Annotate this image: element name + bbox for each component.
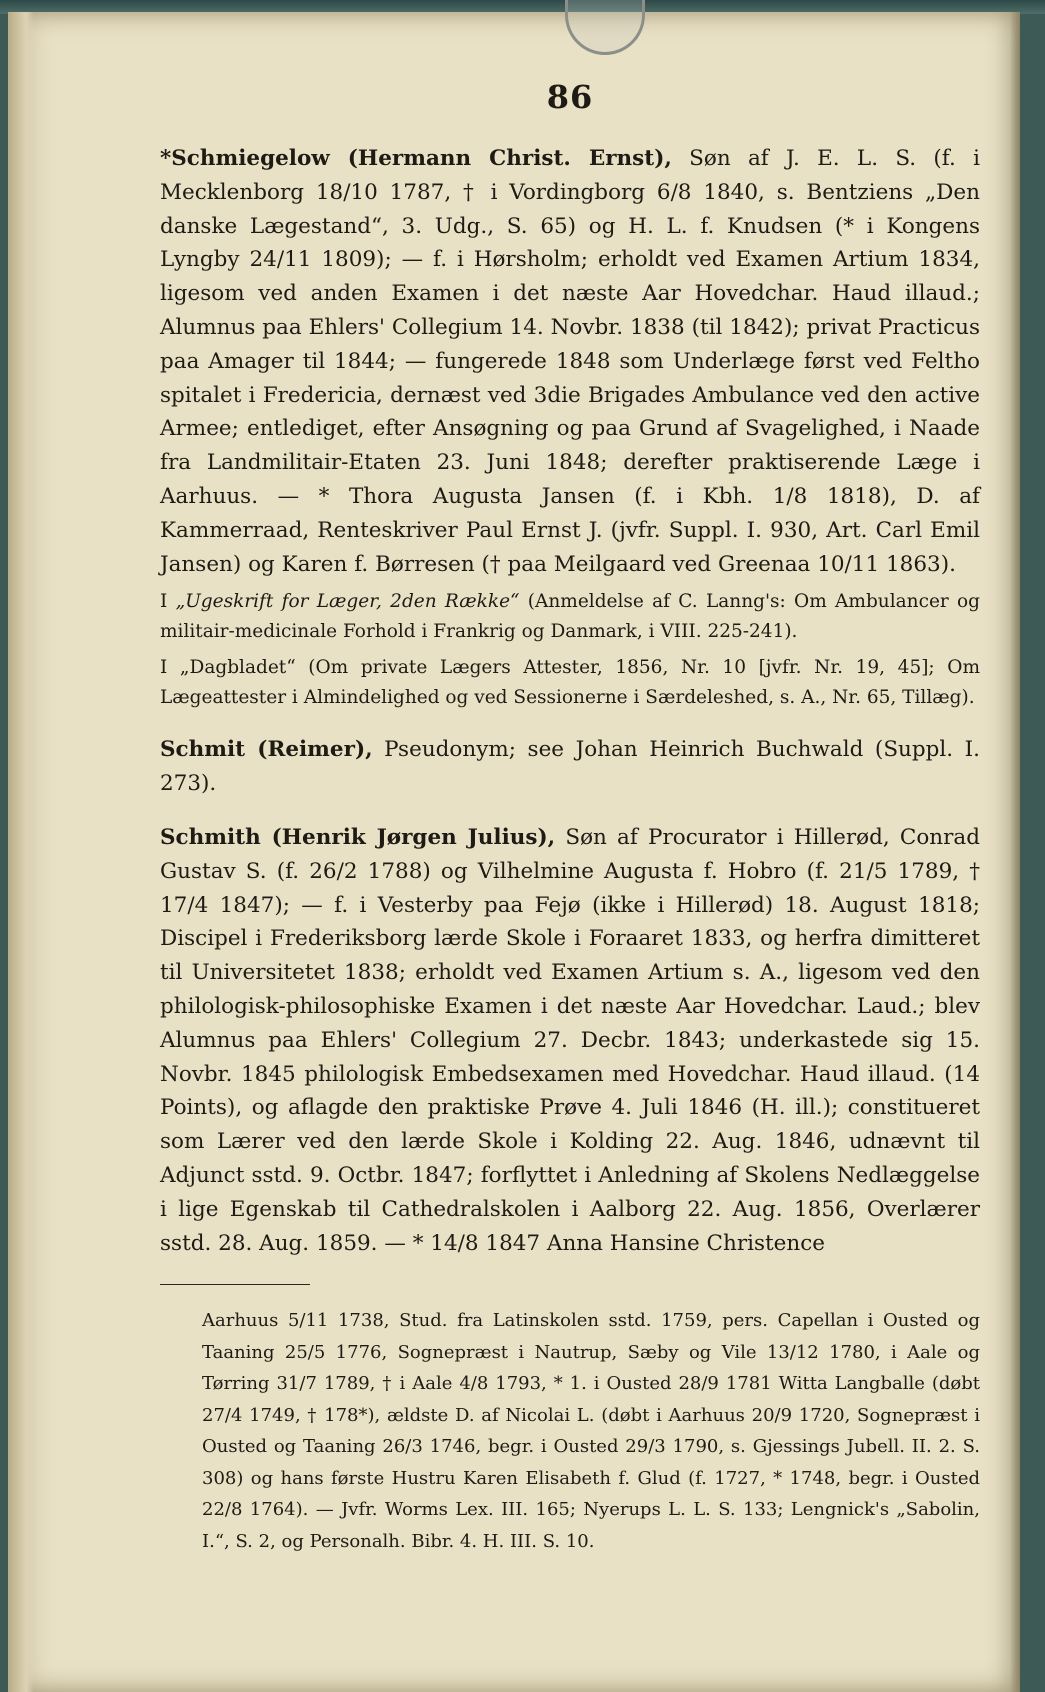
entry-schmit (160, 733, 980, 801)
entry-heading: Schmith (Henrik Jørgen Julius), (160, 824, 556, 850)
footnote: Aarhuus 5/11 1738, Stud. fra Latinskolen sstd. 1759, pers. Capellan i Ousted og Taaning 25/5 1776, Sognepræst i Nautrup, Sæby og Vile 13/12 1780, i Aale og Tørring 31/7 1789, † i Aale 4/8 1793, * 1. i Ousted 28/9 1781 Witta Langballe (døbt 27/4 1749, † 178*), ældste D. af Nicolai L. (døbt i Aarhuus 20/9 1720, Sognepræst i Ousted og Taaning 26/3 1746, begr. i Ousted 29/3 1790, s. Gjessings Jubell. II. 2. S. 308) og hans første Hustru Karen Elisabeth f. Glud (f. 1727, * 1748, begr. i Ousted 22/8 1764). — Jvfr. Worms Lex. III. 165; Nyerups L. L. S. 133; Lengnick's „Sabolin, I.“, S. 2, og Personalh. Bibr. 4. H. III. S. 10. (202, 1310, 980, 1552)
entry-body: Søn af Procurator i Hillerød, Conrad Gustav S. (f. 26/2 1788) og Vilhelmine Augusta f. Hobro (f. 21/5 1789, † 17/4 1847); — f. i Vesterby paa Fejø (ikke i Hillerød) 18. August 1818; Discipel i Frederiksborg lærde Skole i Foraaret 1833, og herfra dimitteret til Universitetet 1838; erholdt ved Examen Artium s. A., ligesom ved den philologisk-philosophiske Examen i det næste Aar Hovedchar. Laud.; blev Alumnus paa Ehlers' Collegium 27. Decbr. 1843; underkastede sig 15. Novbr. 1845 philologisk Embedsexamen med Hovedchar. Haud illaud. (14 Points), og aflagde den praktiske Prøve 4. Juli 1846 (H. ill.); constitueret som Lærer ved den lærde Skole i Kolding 22. Aug. 1846, udnævnt til Adjunct sstd. 9. Octbr. 1847; forflyttet i Anledning af Skolens Nedlæggelse i lige Egenskab til Cathedralskolen i Aalborg 22. Aug. 1856, Overlærer sstd. 28. Aug. 1859. — * 14/8 1847 Anna Hansine Christence (160, 824, 980, 1256)
page-number: 86 (546, 78, 594, 116)
entry-schmith (160, 821, 980, 1260)
entry-reference: I „Ugeskrift for Læger, 2den Række“ (Anmeldelse af C. Lanng's: Om Ambulancer og militair-medicinale Forhold i Frankrig og Danmark, i VIII. 225-241). (160, 591, 980, 643)
entry-body: Søn af J. E. L. S. (f. i Mecklenborg 18/10 1787, † i Vordingborg 6/8 1840, s. Bentziens „Den danske Lægestand“, 3. Udg., S. 65) og H. L. f. Knudsen (* i Kongens Lyngby 24/11 1809); — f. i Hørsholm; erholdt ved Examen Artium 1834, ligesom ved anden Examen i det næste Aar Hovedchar. Haud illaud.; Alumnus paa Ehlers' Collegium 14. Novbr. 1838 (til 1842); privat Practicus paa Amager til 1844; — fungerede 1848 som Underlæge først ved Feltho spitalet i Fredericia, dernæst ved 3die Brigades Ambulance ved den active Armee; entlediget, efter Ansøgning og paa Grund af Svagelighed, i Naade fra Landmilitair-Etaten 23. Juni 1848; derefter praktiserende Læge i Aarhuus. — * Thora Augusta Jansen (f. i Kbh. 1/8 1818), D. af Kammerraad, Renteskriver Paul Ernst J. (jvfr. Suppl. I. 930, Art. Carl Emil Jansen) og Karen f. Børresen († paa Meilgaard ved Greenaa 10/11 1863). (160, 146, 980, 577)
text-column (160, 78, 980, 1557)
entry-schmiegelow (160, 142, 980, 581)
entry-reference: I „Dagbladet“ (Om private Lægers Attester, 1856, Nr. 10 [jvfr. Nr. 19, 45]; Om Lægeattester i Almindelighed og ved Sessionerne i Særdeleshed, s. A., Nr. 65, Tillæg). (160, 657, 980, 709)
page-gutter-shadow (8, 12, 34, 1692)
page-right-edge (1010, 12, 1020, 1692)
entry-heading: *Schmiegelow (Hermann Christ. Ernst), (160, 146, 672, 171)
entry-body: Pseudonym; see Johan Heinrich Buchwald (Suppl. I. 273). (160, 737, 981, 797)
footnote-divider (160, 1284, 310, 1285)
entry-heading: Schmit (Reimer), (160, 737, 373, 763)
